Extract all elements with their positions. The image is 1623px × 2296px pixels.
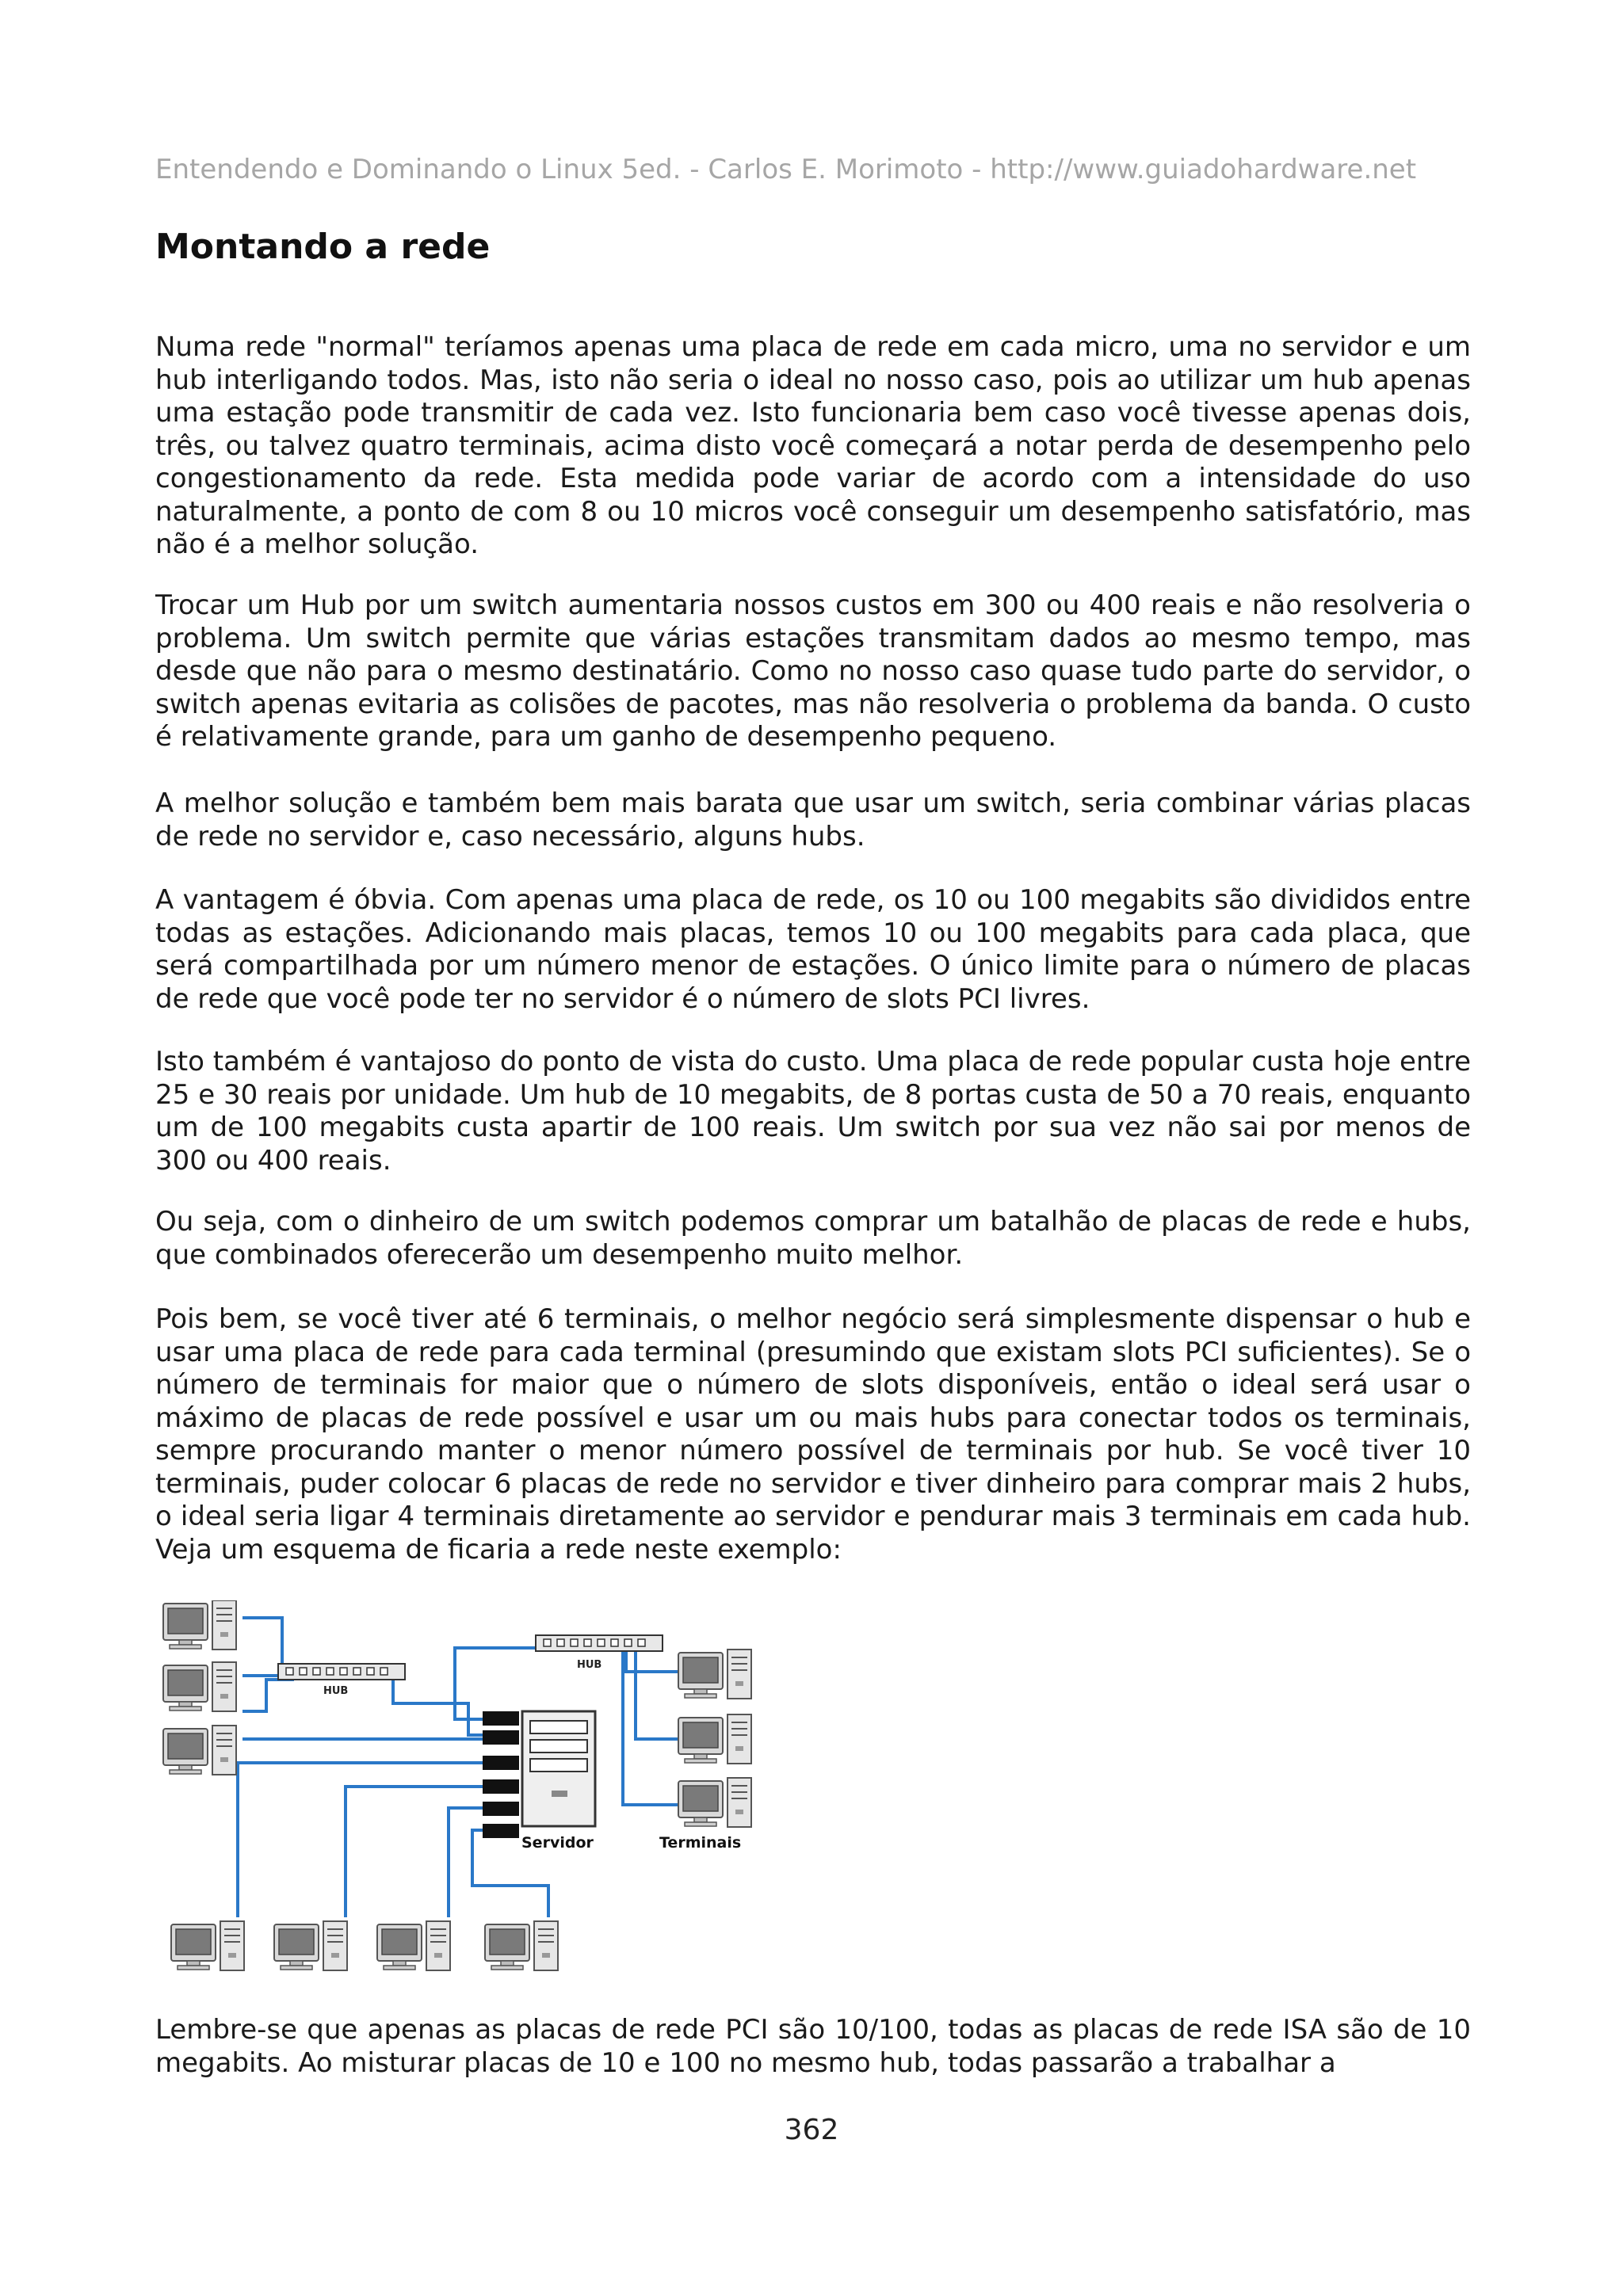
paragraph [155,1303,1471,1566]
terminal-pc [163,1600,236,1650]
network-cables [238,1618,678,1917]
server-nics [483,1711,519,1838]
paragraph [155,1206,1471,1272]
paragraph-text: A melhor solução e também bem mais barata que usar um switch, seria combinar várias placas de rede no servidor e, caso necessário, alguns hubs. [155,788,1471,852]
paragraph-text: Numa rede "normal" teríamos apenas uma placa de rede em cada micro, uma no servidor e um hub interligando todos. Mas, isto não seria o ideal no nosso caso, pois ao utilizar um hub apenas uma estação pode transmitir de cada vez. Isto funcionaria bem caso você tivesse apenas dois, três, ou talvez quatro terminais, acima disto você começará a notar perda de desempenho pelo congestionamento da rede. Esta medida pode variar de acordo com a intensidade do uso naturalmente, a ponto de com 8 ou 10 micros você conseguir um desempenho satisfatório, mas não é a melhor solução. [155,331,1471,560]
hub-right-label: HUB [577,1659,602,1671]
hub-left-label: HUB [323,1685,349,1697]
terminal-pc [678,1714,751,1764]
terminal-pc [274,1921,347,1970]
server-label: Servidor [521,1834,594,1852]
paragraph-text: A vantagem é óbvia. Com apenas uma placa de rede, os 10 ou 100 megabits são divididos entre todas as estações. Adicionando mais placas, temos 10 ou 100 megabits para cada placa, que será compartilhada por um número menor de estações. O único limite para o número de placas de rede que você pode ter no servidor é o número de slots PCI livres. [155,884,1471,1015]
hub-left [278,1664,405,1697]
server [483,1711,595,1852]
paragraph-text: Pois bem, se você tiver até 6 terminais, o melhor negócio será simplesmente dispensar o hub e usar uma placa de rede para cada terminal (presumindo que existam slots PCI suficientes). Se o número de terminais for maior que o número de slots disponíveis, então o ideal será usar o máximo de placas de rede possível e usar um ou mais hubs para conectar todos os terminais, sempre procurando manter o menor número possível de terminais por hub. Se você tiver 10 terminais, puder colocar 6 placas de rede no servidor e tiver dinheiro para comprar mais 2 hubs, o ideal seria ligar 4 terminais diretamente ao servidor e pendurar mais 3 terminais em cada hub. Veja um esquema de ficaria a rede neste exemplo: [155,1303,1471,1566]
paragraph-text: Lembre-se que apenas as placas de rede PCI são 10/100, todas as placas de rede ISA são de 10 megabits. Ao misturar placas de 10 e 100 no mesmo hub, todas passarão a trabalhar a [155,2014,1471,2079]
section-title: Montando a rede [155,227,491,267]
paragraph [155,1046,1471,1177]
terminal-pc [485,1921,558,1970]
paragraph-text: Trocar um Hub por um switch aumentaria nossos custos em 300 ou 400 reais e não resolveria o problema. Um switch permite que várias estações transmitam dados ao mesmo tempo, mas desde que não para o mesmo destinatário. Como no nosso caso quase tudo parte do servidor, o switch apenas evitaria as colisões de pacotes, mas não resolveria o problema da banda. O custo é relativamente grande, para um ganho de desempenho pequeno. [155,589,1471,753]
terminal-pc [377,1921,450,1970]
network-diagram [155,1600,773,1977]
hub-right [536,1635,663,1671]
terminal-pc [678,1650,751,1699]
terminal-pc [171,1921,244,1970]
terminal-pc [678,1778,751,1827]
terminal-pc [163,1726,236,1775]
paragraph [155,331,1471,562]
page-number: 362 [784,2114,839,2146]
paragraph-text: Ou seja, com o dinheiro de um switch podemos comprar um batalhão de placas de rede e hubs, que combinados oferecerão um desempenho muito melhor. [155,1206,1471,1271]
paragraph-text: Isto também é vantajoso do ponto de vista do custo. Uma placa de rede popular custa hoje entre 25 e 30 reais por unidade. Um hub de 10 megabits, de 8 portas custa de 50 a 70 reais, enquanto um de 100 megabits custa apartir de 100 reais. Um switch por sua vez não sai por menos de 300 ou 400 reais. [155,1046,1471,1177]
paragraph [155,884,1471,1016]
paragraph [155,788,1471,853]
terminals-label: Terminais [659,1834,742,1852]
network-diagram-svg [155,1600,773,1977]
terminal-pc [163,1662,236,1711]
paragraph [155,2014,1471,2080]
paragraph [155,589,1471,754]
running-header: Entendendo e Dominando o Linux 5ed. - Carlos E. Morimoto - http://www.guiadohardware.net [155,154,1417,185]
